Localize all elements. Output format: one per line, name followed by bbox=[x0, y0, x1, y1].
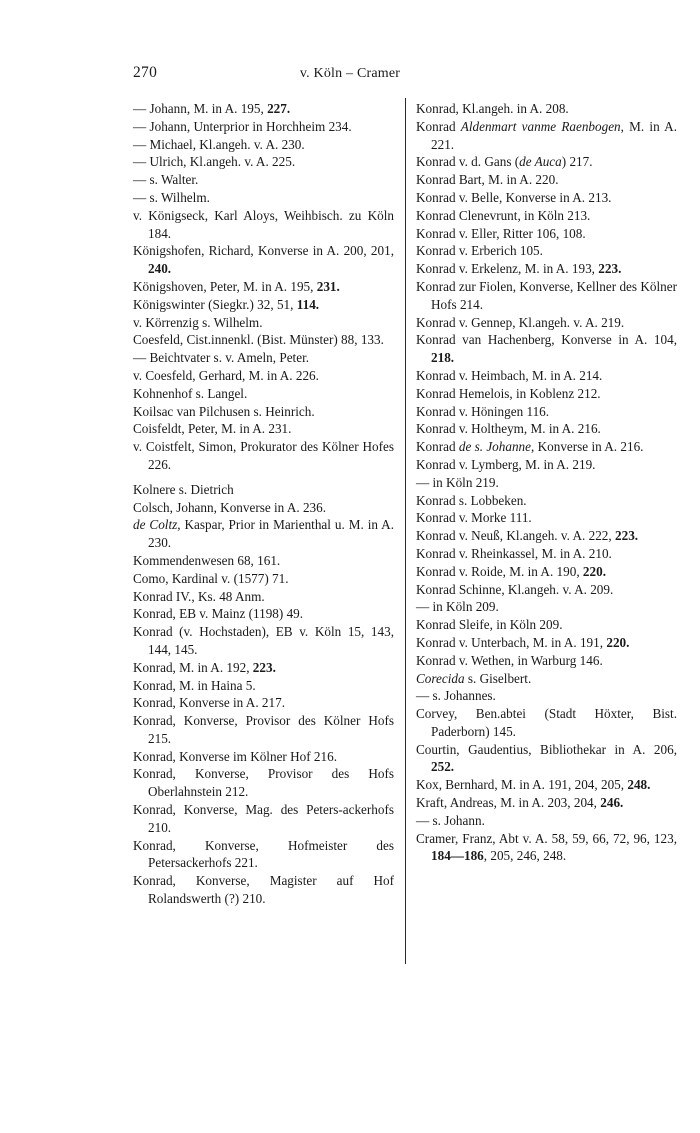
entry-text: 231. bbox=[316, 278, 340, 294]
entry-text: ) 217. bbox=[561, 154, 593, 170]
index-entry bbox=[416, 670, 677, 688]
entry-text: 227. bbox=[267, 101, 291, 116]
index-entry bbox=[133, 278, 394, 296]
index-entry bbox=[416, 331, 677, 367]
index-entry bbox=[133, 296, 394, 314]
index-entry bbox=[416, 385, 677, 403]
entry-text: — Johann, Unterprior in Horchheim 234. bbox=[133, 118, 352, 134]
entry-text: Konrad v. Lymberg, M. in A. 219. bbox=[416, 456, 596, 472]
entry-text: Konrad, EB v. Mainz (1198) 49. bbox=[133, 606, 304, 622]
index-entry bbox=[416, 314, 677, 332]
entry-text: — in Köln 219. bbox=[416, 474, 499, 490]
index-entry bbox=[133, 136, 394, 154]
index-entry bbox=[416, 278, 677, 314]
entry-text: Konrad, Konverse, Mag. des Peters-ackerhofs 210. bbox=[133, 802, 394, 835]
index-entry bbox=[133, 712, 394, 748]
entry-text: 252. bbox=[431, 759, 455, 775]
index-entry bbox=[133, 694, 394, 712]
index-entry bbox=[133, 189, 394, 207]
entry-text: Konrad van Hachenberg, Konverse in A. 104, bbox=[416, 332, 677, 348]
entry-text: 248. bbox=[627, 777, 651, 793]
entry-text: Konrad v. Höningen 116. bbox=[416, 403, 550, 419]
index-entry bbox=[133, 367, 394, 385]
entry-text: Konrad v. Gennep, Kl.angeh. v. A. 219. bbox=[416, 314, 625, 330]
index-entry bbox=[416, 492, 677, 510]
entry-text: Konrad, Konverse im Kölner Hof 216. bbox=[133, 748, 337, 764]
index-entry bbox=[416, 527, 677, 545]
entry-text: v. Körrenzig s. Wilhelm. bbox=[133, 314, 263, 330]
entry-text: 240. bbox=[148, 261, 172, 277]
index-entry bbox=[133, 605, 394, 623]
entry-text: v. Königseck, Karl Aloys, Weihbisch. zu Köln 184. bbox=[133, 207, 394, 241]
entry-text: Konrad v. Holtheym, M. in A. 216. bbox=[416, 421, 601, 437]
entry-text: Colsch, Johann, Konverse in A. 236. bbox=[133, 499, 327, 515]
index-entry bbox=[416, 438, 677, 456]
index-entry bbox=[416, 687, 677, 705]
index-entry bbox=[133, 570, 394, 588]
index-entry bbox=[133, 872, 394, 908]
index-entry bbox=[416, 830, 677, 866]
entry-text: de Coltz bbox=[133, 517, 178, 533]
entry-text: Kommendenwesen 68, 161. bbox=[133, 552, 281, 568]
entry-text: Aldenmart vanme Raenbogen bbox=[460, 118, 621, 134]
entry-text: v. Coistfelt, Simon, Prokurator des Kölner Hofes 226. bbox=[133, 439, 394, 472]
index-entry bbox=[416, 545, 677, 563]
entry-text: Konrad v. Wethen, in Warburg 146. bbox=[416, 652, 603, 668]
entry-text: Konrad, Konverse in A. 217. bbox=[133, 695, 285, 711]
index-entry bbox=[133, 171, 394, 189]
index-entry bbox=[133, 331, 394, 349]
index-entry bbox=[416, 581, 677, 599]
entry-text: Courtin, Gaudentius, Bibliothekar in A. 206, bbox=[416, 741, 677, 757]
index-entry bbox=[416, 598, 677, 616]
index-column-right bbox=[416, 100, 677, 865]
entry-text: Coesfeld, Cist.innenkl. (Bist. Münster) 88, 133. bbox=[133, 332, 384, 348]
entry-text: Kohnenhof s. Langel. bbox=[133, 385, 248, 401]
entry-text: Kolnere s. Dietrich bbox=[133, 481, 234, 497]
entry-text: Kraft, Andreas, M. in A. 203, 204, bbox=[416, 795, 601, 811]
entry-text: Konrad Bart, M. in A. 220. bbox=[416, 172, 559, 188]
entry-text: Konrad v. Erkelenz, M. in A. 193, bbox=[416, 261, 599, 277]
index-entry bbox=[133, 552, 394, 570]
entry-text: 220. bbox=[606, 634, 630, 650]
index-entry bbox=[133, 349, 394, 367]
index-column-left bbox=[133, 100, 394, 908]
index-entry bbox=[133, 481, 394, 499]
index-entry bbox=[416, 403, 677, 421]
entry-text: Konrad, M. in Haina 5. bbox=[133, 677, 256, 693]
entry-text: Konrad bbox=[416, 439, 459, 455]
index-entry bbox=[416, 189, 677, 207]
index-entry bbox=[133, 765, 394, 801]
index-entry bbox=[416, 776, 677, 794]
index-entry bbox=[416, 616, 677, 634]
entry-text: 184—186 bbox=[431, 848, 484, 864]
index-entry bbox=[416, 171, 677, 189]
column-divider bbox=[405, 98, 406, 964]
entry-text: Konrad, Konverse, Provisor des Hofs Oberlahnstein 212. bbox=[133, 766, 394, 800]
index-entry bbox=[416, 705, 677, 741]
index-entry bbox=[133, 499, 394, 517]
entry-text: Corvey, Ben.abtei (Stadt Höxter, Bist. Paderborn) 145. bbox=[416, 706, 677, 739]
entry-text: 223. bbox=[615, 528, 639, 544]
index-entry bbox=[416, 225, 677, 243]
entry-text: — Johann, M. in A. 195, bbox=[133, 101, 268, 116]
index-entry bbox=[133, 588, 394, 606]
entry-text: s. Giselbert. bbox=[464, 670, 532, 686]
entry-text: Corecida bbox=[416, 670, 465, 686]
entry-text: Konrad, Konverse, Magister auf Hof Rolandswerth (?) 210. bbox=[133, 873, 394, 907]
entry-text: Konrad (v. Hochstaden), EB v. Köln 15, 143, 144, 145. bbox=[133, 624, 394, 657]
index-entry bbox=[416, 367, 677, 385]
index-entry bbox=[133, 385, 394, 403]
entry-text: Konrad v. Belle, Konverse in A. 213. bbox=[416, 189, 612, 205]
entry-text: Konrad zur Fiolen, Konverse, Kellner des Kölner Hofs 214. bbox=[416, 278, 677, 312]
entry-text: Konrad v. Morke 111. bbox=[416, 510, 532, 526]
entry-text: Konrad bbox=[416, 118, 461, 134]
entry-text: Konrad v. Unterbach, M. in A. 191, bbox=[416, 634, 607, 650]
index-entry bbox=[416, 563, 677, 581]
index-entry bbox=[416, 509, 677, 527]
index-entry bbox=[133, 207, 394, 243]
index-entry bbox=[416, 242, 677, 260]
entry-text: Konrad v. Eller, Ritter 106, 108. bbox=[416, 225, 586, 241]
entry-text: , Kaspar, Prior in Marienthal u. M. in A. 230. bbox=[148, 517, 394, 551]
entry-text: Konrad Schinne, Kl.angeh. v. A. 209. bbox=[416, 581, 614, 597]
index-entry bbox=[133, 242, 394, 278]
index-entry bbox=[133, 516, 394, 552]
entry-text: 114. bbox=[296, 296, 320, 312]
entry-text: Königshofen, Richard, Konverse in A. 200, 201, bbox=[133, 243, 394, 259]
entry-text: — in Köln 209. bbox=[416, 599, 499, 615]
index-entry bbox=[133, 748, 394, 766]
index-entry bbox=[133, 801, 394, 837]
entry-text: Königswinter (Siegkr.) 32, 51, bbox=[133, 296, 297, 312]
entry-text: Konrad v. Neuß, Kl.angeh. v. A. 222, bbox=[416, 528, 615, 544]
index-entry bbox=[133, 153, 394, 171]
index-entry bbox=[133, 623, 394, 659]
entry-text: de s. Johanne bbox=[458, 439, 532, 455]
entry-text: Konrad Hemelois, in Koblenz 212. bbox=[416, 385, 601, 401]
running-title: v. Köln – Cramer bbox=[299, 66, 401, 81]
index-entry bbox=[416, 420, 677, 438]
entry-text: Konrad v. Roide, M. in A. 190, bbox=[416, 563, 583, 579]
entry-text: Cramer, Franz, Abt v. A. 58, 59, 66, 72, 96, 123, bbox=[416, 830, 677, 846]
entry-text: 246. bbox=[600, 795, 624, 811]
entry-text: , M. in A. 221. bbox=[431, 118, 677, 152]
index-entry bbox=[416, 474, 677, 492]
index-entry bbox=[416, 456, 677, 474]
entry-text: Konrad Clenevrunt, in Köln 213. bbox=[416, 207, 591, 223]
entry-text: Konrad Sleife, in Köln 209. bbox=[416, 617, 563, 633]
index-entry bbox=[416, 794, 677, 812]
entry-text: 223. bbox=[252, 659, 276, 675]
index-entry bbox=[133, 438, 394, 474]
entry-text: Konrad v. Heimbach, M. in A. 214. bbox=[416, 367, 603, 383]
entry-text: Konrad v. d. Gans ( bbox=[416, 154, 520, 170]
entry-text: Konrad, M. in A. 192, bbox=[133, 659, 253, 675]
entry-text: — s. Johann. bbox=[416, 812, 485, 828]
index-entry bbox=[416, 741, 677, 777]
entry-text: 218. bbox=[431, 350, 455, 366]
index-entry bbox=[133, 659, 394, 677]
index-entry bbox=[416, 118, 677, 154]
index-entry bbox=[416, 260, 677, 278]
entry-text: Kox, Bernhard, M. in A. 191, 204, 205, bbox=[416, 777, 628, 793]
entry-text: 223. bbox=[598, 261, 622, 277]
entry-text: Coisfeldt, Peter, M. in A. 231. bbox=[133, 421, 292, 437]
entry-text: Konrad s. Lobbeken. bbox=[416, 492, 527, 508]
entry-text: 220. bbox=[582, 563, 606, 579]
page-number: 270 bbox=[133, 64, 158, 81]
index-entry bbox=[133, 403, 394, 421]
index-entry bbox=[133, 677, 394, 695]
entry-text: Koilsac van Pilchusen s. Heinrich. bbox=[133, 403, 315, 419]
entry-text: , Konverse in A. 216. bbox=[531, 439, 644, 455]
entry-text: Konrad v. Rheinkassel, M. in A. 210. bbox=[416, 545, 612, 561]
index-entry bbox=[133, 420, 394, 438]
entry-text: Konrad IV., Ks. 48 Anm. bbox=[133, 588, 265, 604]
entry-text: , 205, 246, 248. bbox=[483, 848, 567, 864]
entry-text: Konrad v. Erberich 105. bbox=[416, 243, 543, 259]
entry-text: — Ulrich, Kl.angeh. v. A. 225. bbox=[133, 154, 296, 170]
entry-text: Como, Kardinal v. (1577) 71. bbox=[133, 570, 289, 586]
entry-text: Konrad, Kl.angeh. in A. 208. bbox=[416, 101, 569, 116]
index-entry bbox=[133, 837, 394, 873]
entry-text: v. Coesfeld, Gerhard, M. in A. 226. bbox=[133, 367, 319, 383]
entry-text: de Auca bbox=[519, 154, 562, 170]
index-entry bbox=[416, 652, 677, 670]
index-entry bbox=[133, 100, 394, 118]
index-entry bbox=[416, 812, 677, 830]
entry-text: — s. Johannes. bbox=[416, 688, 496, 704]
index-entry bbox=[133, 118, 394, 136]
index-entry bbox=[133, 314, 394, 332]
index-entry bbox=[416, 634, 677, 652]
entry-text: Konrad, Konverse, Hofmeister des Petersackerhofs 221. bbox=[133, 837, 394, 871]
index-entry bbox=[416, 207, 677, 225]
entry-text: — s. Walter. bbox=[133, 172, 199, 188]
index-entry bbox=[416, 100, 677, 118]
entry-text: — s. Wilhelm. bbox=[133, 189, 210, 205]
entry-text: — Beichtvater s. v. Ameln, Peter. bbox=[133, 350, 310, 366]
entry-text: Königshoven, Peter, M. in A. 195, bbox=[133, 278, 317, 294]
index-entry bbox=[416, 153, 677, 171]
entry-text: Konrad, Konverse, Provisor des Kölner Hofs 215. bbox=[133, 713, 394, 746]
entry-text: — Michael, Kl.angeh. v. A. 230. bbox=[133, 136, 305, 152]
